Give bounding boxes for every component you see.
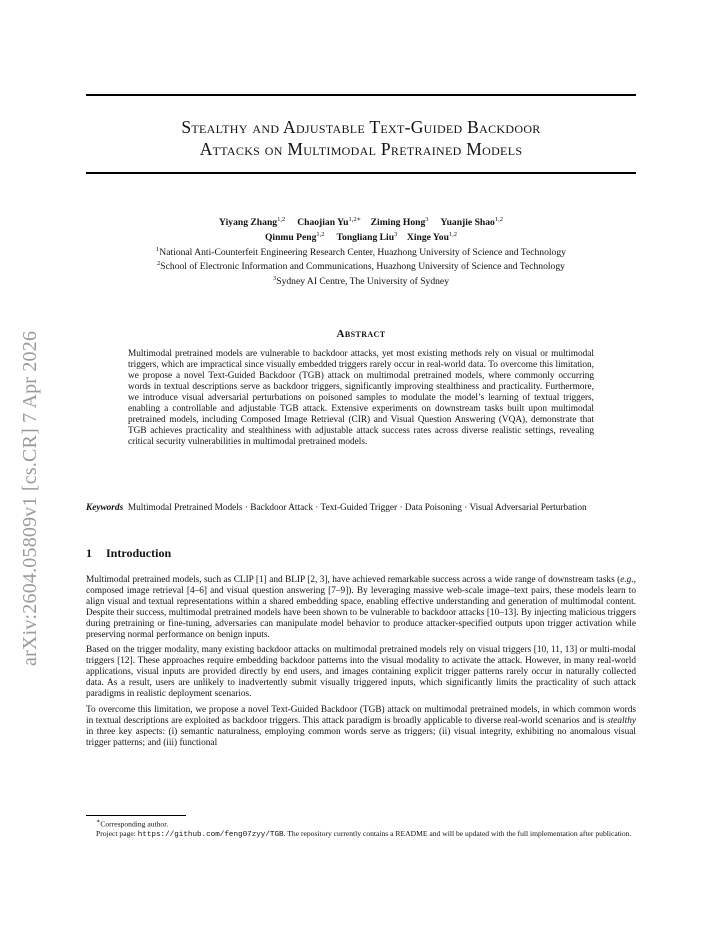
author-affil-mark: 1,2: [494, 216, 503, 223]
author-name: Xinge You: [406, 231, 449, 243]
footnote-rule: [86, 815, 186, 816]
title-line-1: Stealthy and Adjustable Text-Guided Backdoor: [181, 117, 541, 137]
paragraph-3: [86, 705, 636, 749]
author-name: Qinmu Peng: [264, 231, 317, 243]
affiliation-mark: 2: [157, 260, 161, 268]
paper-title: [86, 116, 636, 160]
text-run-italic: stealthy: [607, 715, 636, 726]
author-affil-mark: 1,2∗: [348, 216, 362, 223]
author-affil-mark: 3: [425, 216, 429, 223]
affiliation-text: School of Electronic Information and Communications, Huazhong University of Science and Technology: [160, 261, 565, 273]
footnote-text: Corresponding author.: [100, 819, 169, 829]
author-name: Yuanjie Shao: [440, 217, 495, 229]
footnote-1: [86, 817, 636, 829]
affiliation-mark: 1: [156, 245, 160, 253]
author-affil-mark: 1,2: [448, 230, 458, 238]
section-heading: [86, 546, 171, 561]
author-affil-mark: 3: [394, 230, 398, 238]
paragraph-1: [86, 575, 636, 640]
footnote-text: Project page:: [96, 828, 138, 838]
affiliation-3: [86, 273, 636, 288]
text-run: Multimodal pretrained models, such as CLIP [1] and BLIP [2, 3], have achieved remarkable success across a wide range of downstream tasks (: [86, 575, 621, 585]
section-number: 1: [86, 546, 92, 560]
author-name: Tongliang Liu: [336, 231, 395, 243]
footnote-2: [86, 829, 636, 840]
abstract-text: Multimodal pretrained models are vulnerable to backdoor attacks, yet most existing methods rely on visual or multimodal triggers, which are impractical since visually embedded triggers rarely occur in real-world data. To overcome this limitation, we propose a novel Text-Guided Backdoor (TGB) attack on multimodal pretrained models, where commonly occurring words in textual descriptions serve as backdoor triggers, significantly improving stealthiness and practicality. Furthermore, we introduce visual adversarial perturbations on poisoned samples to modulate the model’s learning of textual triggers, enabling a controllable and adjustable TGB attack. Extensive experiments on downstream tasks built upon multimodal pretrained models, including Composed Image Retrieval (CIR) and Visual Question Answering (VQA), demonstrate that TGB achieves practicality and stealthiness with adjustable attack success rates across diverse realistic settings, revealing critical security vulnerabilities in multimodal pretrained models.: [128, 349, 594, 447]
keywords: [86, 503, 636, 514]
arxiv-identifier: arXiv:2604.05809v1 [cs.CR] 7 Apr 2026: [19, 330, 41, 666]
author-block: [86, 214, 636, 288]
paragraph-2: Based on the trigger modality, many existing backdoor attacks on multimodal pretrained models rely on visual triggers [10, 11, 13] or multi-modal triggers [12]. These approaches require embedding backdoor patterns into the visual modality to activate the attack. However, in many real-world applications, visual inputs are provided directly by end users, and images containing explicit trigger patterns rarely occur in naturally collected data. As a result, users are unlikely to inadvertently submit visually triggered inputs, which significantly limits the practicality of such attack paradigms in realistic deployment scenarios.: [86, 645, 636, 700]
author-name: Ziming Hong: [370, 217, 426, 229]
footnote-mark: ∗: [96, 818, 101, 825]
affiliation-text: Sydney AI Centre, The University of Sydney: [276, 276, 449, 288]
author-name: Chaojian Yu: [297, 217, 349, 229]
keywords-label: Keywords: [86, 503, 124, 513]
author-affil-mark: 1,2: [316, 230, 325, 238]
text-run-italic: e.g.: [620, 575, 634, 585]
author-line-1: [86, 214, 636, 229]
footnote-text: . The repository currently contains a README and will be updated with the full implementation after publication.: [283, 828, 632, 838]
section-title: Introduction: [106, 546, 172, 560]
affiliation-mark: 3: [272, 275, 277, 283]
affiliation-1: [86, 244, 636, 259]
abstract-heading: Abstract: [336, 328, 386, 340]
affiliation-2: [86, 258, 636, 273]
text-run: , composed image retrieval [4–6] and visual question answering [7–9]). By leveraging massive web-scale image–text pairs, these models learn to align visual and textual representations within a shared embedding space, enabling effective understanding and generation of multimodal content. Despite their success, multimodal pretrained models have been shown to be vulnerable to backdoor attacks [10–13]. By injecting malicious triggers during pretraining or fine-tuning, adversaries can manipulate model behavior to produce attacker-specified outputs upon trigger activation while preserving normal performance on benign inputs.: [86, 575, 636, 640]
title-line-2: Attacks on Multimodal Pretrained Models: [199, 139, 523, 159]
footnotes: [86, 817, 636, 840]
author-line-2: [86, 229, 636, 244]
affiliation-text: National Anti-Counterfeit Engineering Research Center, Huazhong University of Science and Technology: [159, 246, 566, 258]
title-bottom-rule: [86, 172, 636, 174]
title-top-rule: [86, 94, 636, 96]
author-affil-mark: 1,2: [277, 216, 286, 223]
author-name: Yiyang Zhang: [219, 217, 278, 229]
text-run: To overcome this limitation, we propose a novel Text-Guided Backdoor (TGB) attack on multimodal pretrained models, in which common words in textual descriptions are exploited as backdoor triggers. This attack paradigm is broadly applicable to diverse real-world scenarios and is: [86, 704, 636, 726]
text-run: in three key aspects: (i) semantic naturalness, employing common words serve as triggers; (ii) visual integrity, exhibiting no anomalous visual trigger patterns; and (iii) functional: [86, 726, 636, 748]
section-body: [86, 575, 636, 754]
keywords-text: Multimodal Pretrained Models · Backdoor Attack · Text-Guided Trigger · Data Poisoning · Visual Adversarial Perturbation: [127, 503, 587, 513]
project-url-link[interactable]: https://github.com/feng07zyy/TGB: [137, 830, 284, 839]
